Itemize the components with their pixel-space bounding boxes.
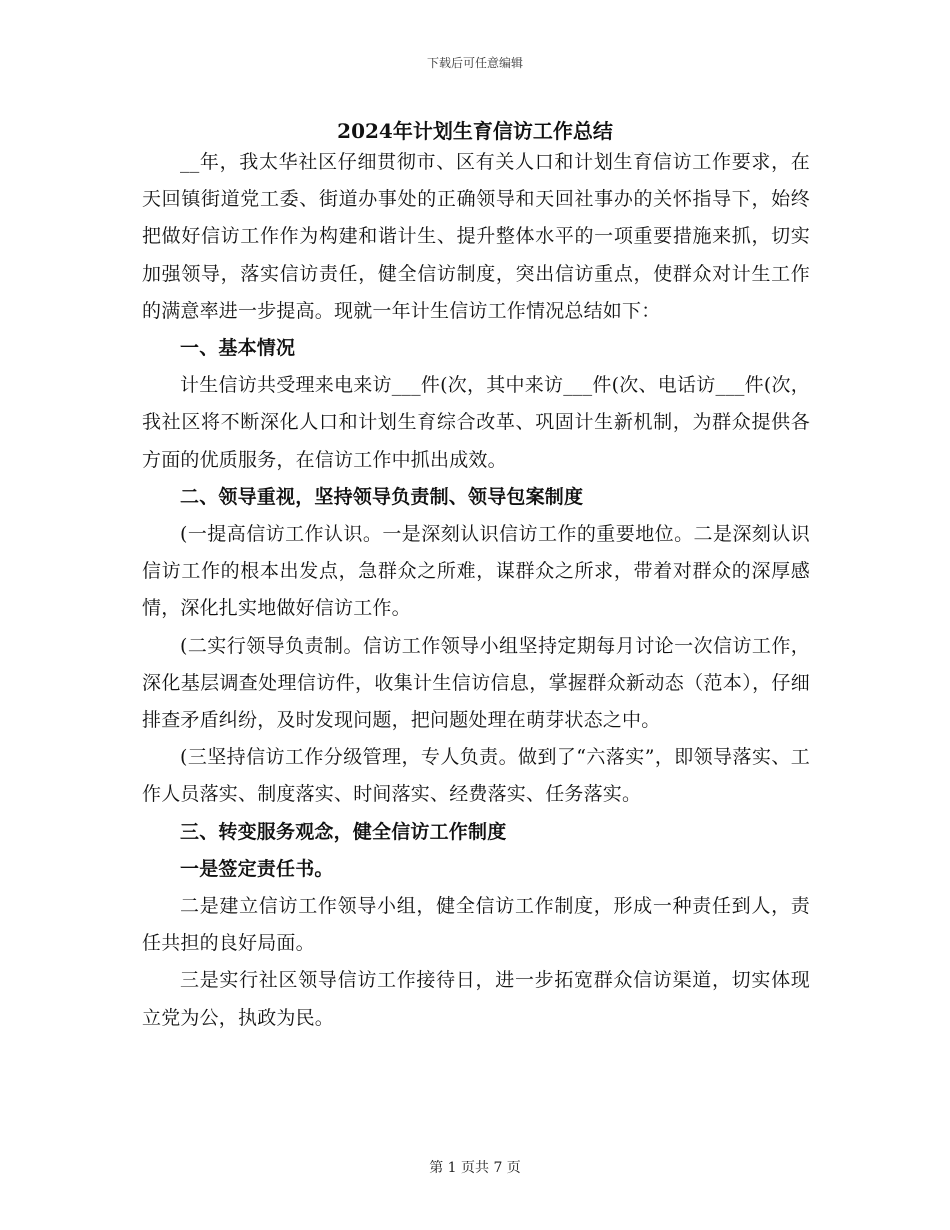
paragraph-leadership-1: (一提高信访工作认识。一是深刻认识信访工作的重要地位。二是深刻认识信访工作的根本出发点，急群众之所难，谋群众之所求，带着对群众的深厚感情，深化扎实地做好信访工作。 [142, 523, 810, 620]
document-title: 2024年计划生育信访工作总结 [337, 119, 613, 143]
paragraph-intro: __年，我太华社区仔细贯彻市、区有关人口和计划生育信访工作要求，在天回镇街道党工委、街道办事处的正确领导和天回社事办的关怀指导下，始终把做好信访工作作为构建和谐计生、提升整体水平的一项重要措施来抓，切实加强领导，落实信访责任，健全信访制度，突出信访重点，使群众对计生工作的满意率进一步提高。现就一年计生信访工作情况总结如下： [142, 151, 810, 322]
paragraph-leadership-3: (三坚持信访工作分级管理，专人负责。做到了“六落实”，即领导落实、工作人员落实、制度落实、时间落实、经费落实、任务落实。 [142, 746, 810, 806]
paragraph-basic: 计生信访共受理来电来访___件(次，其中来访___件(次、电话访___件(次，我社区将不断深化人口和计划生育综合改革、巩固计生新机制，为群众提供各方面的优质服务，在信访工作中抓出成效。 [142, 374, 810, 471]
paragraph-leadership-2: (二实行领导负责制。信访工作领导小组坚持定期每月讨论一次信访工作，深化基层调查处理信访件，收集计生信访信息，掌握群众新动态（范本），仔细排查矛盾纠纷，及时发现问题，把问题处理在萌芽状态之中。 [142, 634, 810, 732]
section-heading-leadership: 二、领导重视，坚持领导负责制、领导包案制度 [180, 485, 584, 508]
paragraph-system-2: 二是建立信访工作领导小组，健全信访工作制度，形成一种责任到人，责任共担的良好局面。 [142, 895, 810, 955]
document-body [142, 144, 810, 1037]
paragraph-system-3: 三是实行社区领导信访工作接待日，进一步拓宽群众信访渠道，切实体现立党为公，执政为民。 [142, 969, 810, 1029]
section-heading-basic: 一、基本情况 [180, 337, 296, 360]
page-number: 第 1 页共 7 页 [429, 1160, 521, 1176]
section-heading-system: 三、转变服务观念，健全信访工作制度 [180, 820, 507, 843]
header-note: 下载后可任意编辑 [426, 56, 523, 70]
subheading-responsibility: 一是签定责任书。 [180, 857, 334, 880]
